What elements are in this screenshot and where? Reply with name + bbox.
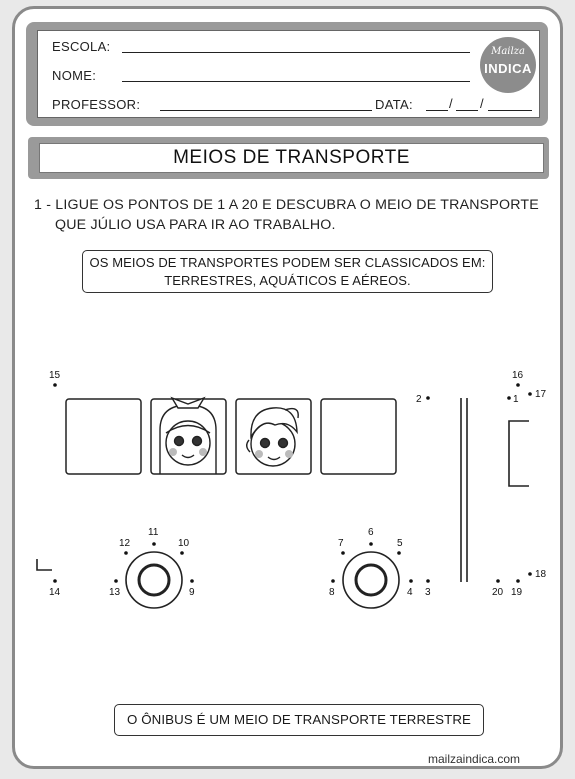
date-separator: / [480, 96, 484, 111]
dot-number: 18 [535, 569, 547, 580]
answer-caption: O ÔNIBUS É UM MEIO DE TRANSPORTE TERRESTRE [114, 704, 484, 736]
date-label: DATA: [375, 97, 413, 112]
dot-number: 9 [189, 587, 195, 598]
girl-face-icon [160, 398, 216, 474]
dot-number: 17 [535, 389, 547, 400]
date-separator: / [449, 96, 453, 111]
dot-number: 14 [49, 587, 61, 598]
dot[interactable] [528, 569, 546, 580]
info-line-2: TERRESTRES, AQUÁTICOS E AÉREOS. [164, 273, 411, 288]
info-line-1: OS MEIOS DE TRANSPORTES PODEM SER CLASSICADOS EM: [89, 255, 486, 270]
name-label: NOME: [52, 68, 97, 83]
dot-number: 10 [178, 538, 190, 549]
dot[interactable] [49, 579, 61, 598]
dot-number: 6 [368, 527, 374, 538]
dot[interactable] [507, 394, 519, 405]
dot[interactable] [109, 579, 121, 598]
website-credit: mailzaindica.com [428, 752, 521, 766]
teacher-label: PROFESSOR: [52, 97, 141, 112]
dot[interactable] [407, 579, 413, 598]
school-label: ESCOLA: [52, 39, 111, 54]
right-wheel [343, 552, 399, 608]
dot-number: 15 [49, 370, 61, 381]
bus-window [321, 399, 396, 474]
dot[interactable] [338, 538, 345, 555]
dot-number: 4 [407, 587, 413, 598]
bus-windshield [509, 421, 529, 486]
dot[interactable] [189, 579, 195, 598]
dot[interactable] [512, 370, 524, 387]
dot[interactable] [425, 579, 431, 598]
dot-number: 20 [492, 587, 504, 598]
dot[interactable] [416, 394, 430, 405]
dot-number: 8 [329, 587, 335, 598]
dot[interactable] [511, 579, 523, 598]
logo-script-text: Mailza [491, 46, 525, 57]
dot[interactable] [492, 579, 504, 598]
logo-bold-text: INDICA [484, 61, 532, 76]
dot-number: 7 [338, 538, 344, 549]
dot-number: 5 [397, 538, 403, 549]
left-wheel [126, 552, 182, 608]
dot-number: 13 [109, 587, 121, 598]
dot-number: 2 [416, 394, 422, 405]
dot-number: 3 [425, 587, 431, 598]
dot[interactable] [119, 538, 131, 555]
dot[interactable] [148, 527, 159, 546]
dot-number: 11 [148, 527, 159, 538]
dot[interactable] [329, 579, 335, 598]
dot-number: 12 [119, 538, 131, 549]
dot[interactable] [397, 538, 403, 555]
instruction-line-1: 1 - LIGUE OS PONTOS DE 1 A 20 E DESCUBRA O MEIO DE TRANSPORTE [34, 197, 539, 213]
dot-number: 1 [513, 394, 519, 405]
dot[interactable] [368, 527, 374, 546]
instruction-line-2: QUE JÚLIO USA PARA IR AO TRABALHO. [55, 217, 336, 233]
dot[interactable] [178, 538, 190, 555]
bus-rear-bumper [37, 559, 52, 570]
dot[interactable] [49, 370, 61, 387]
bus-window [66, 399, 141, 474]
dot-number: 16 [512, 370, 524, 381]
dot[interactable] [528, 389, 546, 400]
dot-number: 19 [511, 587, 523, 598]
boy-face-icon [247, 408, 299, 466]
page-title: MEIOS DE TRANSPORTE [39, 143, 544, 173]
